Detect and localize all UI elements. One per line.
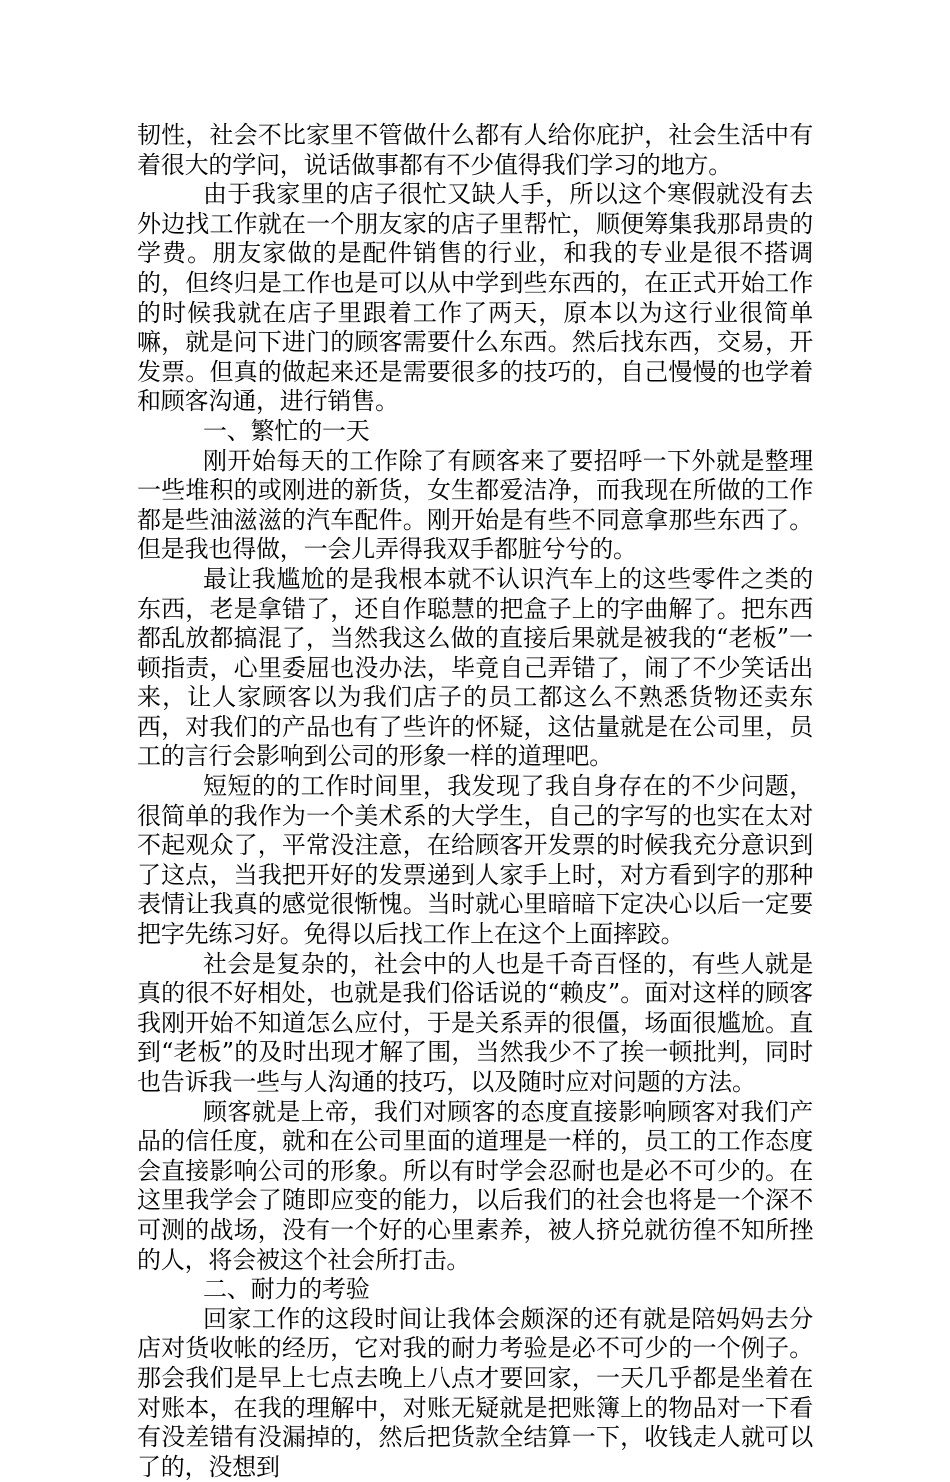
paragraph: 韧性，社会不比家里不管做什么都有人给你庇护，社会生活中有着很大的学问，说话做事都有不少值得我们学习的地方。: [137, 121, 813, 179]
paragraph: 回家工作的这段时间让我体会颇深的还有就是陪妈妈去分店对货收帐的经历，它对我的耐力考验是必不可少的一个例子。那会我们是早上七点去晚上八点才要回家，一天几乎都是坐着在对账本，在我的理解中，对账无疑就是把账簿上的物品对一下看有没差错有没漏掉的，然后把货款全结算一下，收钱走人就可以了的，没想到: [137, 1304, 813, 1481]
paragraph: 刚开始每天的工作除了有顾客来了要招呼一下外就是整理一些堆积的或刚进的新货，女生都爱洁净，而我现在所做的工作都是些油滋滋的汽车配件。刚开始是有些不同意拿那些东西了。但是我也得做，一会儿弄得我双手都脏兮兮的。: [137, 446, 813, 564]
paragraph: 社会是复杂的，社会中的人也是千奇百怪的，有些人就是真的很不好相处，也就是我们俗话说的“赖皮”。面对这样的顾客我刚开始不知道怎么应付，于是关系弄的很僵，场面很尴尬。直到“老板”的及时出现才解了围，当然我少不了挨一顿批判，同时也告诉我一些与人沟通的技巧，以及随时应对问题的方法。: [137, 949, 813, 1096]
document-body: [137, 121, 813, 1482]
paragraph: 顾客就是上帝，我们对顾客的态度直接影响顾客对我们产品的信任度，就和在公司里面的道理是一样的，员工的工作态度会直接影响公司的形象。所以有时学会忍耐也是必不可少的。在这里我学会了随即应变的能力，以后我们的社会也将是一个深不可测的战场，没有一个好的心里素养，被人挤兑就彷徨不知所挫的人，将会被这个社会所打击。: [137, 1097, 813, 1274]
section-heading: 一、繁忙的一天: [203, 416, 370, 445]
paragraph: 短短的的工作时间里，我发现了我自身存在的不少问题，很简单的我作为一个美术系的大学生，自己的字写的也实在太对不起观众了，平常没注意，在给顾客开发票的时候我充分意识到了这点，当我把开好的发票递到人家手上时，对方看到字的那种表情让我真的感觉很惭愧。当时就心里暗暗下定决心以后一定要把字先练习好。免得以后找工作上在这个上面摔跤。: [137, 772, 813, 949]
paragraph: 由于我家里的店子很忙又缺人手，所以这个寒假就没有去外边找工作就在一个朋友家的店子里帮忙，顺便筹集我那昂贵的学费。朋友家做的是配件销售的行业，和我的专业是很不搭调的，但终归是工作也是可以从中学到些东西的，在正式开始工作的时候我就在店子里跟着工作了两天，原本以为这行业很简单嘛，就是问下进门的顾客需要什么东西。然后找东西，交易，开发票。但真的做起来还是需要很多的技巧的，自己慢慢的也学着和顾客沟通，进行销售。: [137, 180, 813, 416]
paragraph: 最让我尴尬的是我根本就不认识汽车上的这些零件之类的东西，老是拿错了，还自作聪慧的把盒子上的字曲解了。把东西都乱放都搞混了，当然我这么做的直接后果就是被我的“老板”一顿指责，心里委屈也没办法，毕竟自己弄错了，闹了不少笑话出来，让人家顾客以为我们店子的员工都这么不熟悉货物还卖东西，对我们的产品也有了些许的怀疑，这估量就是在公司里，员工的言行会影响到公司的形象一样的道理吧。: [137, 564, 813, 771]
section-heading: 二、耐力的考验: [203, 1275, 370, 1304]
